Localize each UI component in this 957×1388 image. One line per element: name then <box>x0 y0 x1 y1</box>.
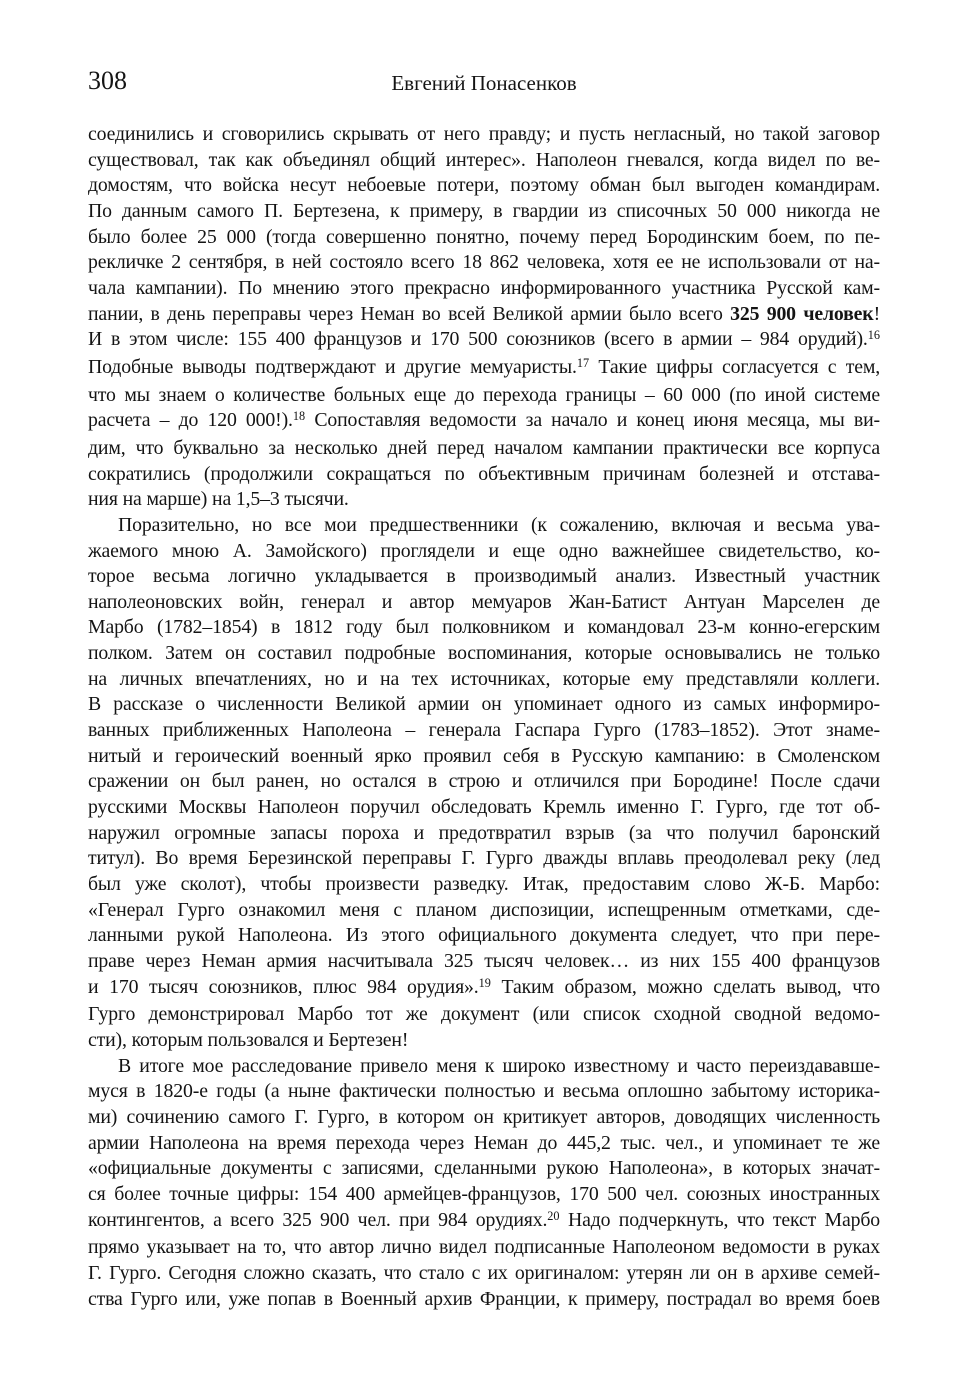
paragraph <box>88 122 880 513</box>
text-line: «Генерал Гурго ознакомил меня с планом диспозиции, испещренным отметками, сде- <box>88 898 880 921</box>
text-line: существовал, так как объединял общий интерес». Наполеон гневался, когда видел по ве- <box>88 148 880 171</box>
text-line: Подобные выводы подтверждают и другие мемуаристы.$^{17}$ Такие цифры согласуется с тем, <box>88 355 880 378</box>
text-line: сти), которым пользовался и Бертезен! <box>88 1028 409 1051</box>
text-line: наполеоновских войн, генерал и автор мемуаров Жан-Батист Антуан Марселен де <box>88 590 880 613</box>
page-number: 308 <box>88 66 127 95</box>
footnote-ref: 20 <box>547 1208 560 1223</box>
text-line: Г. Гурго. Сегодня сложно сказать, что стало с их оригиналом: утерян ли он в архиве семей- <box>88 1261 880 1284</box>
text-line: ся более точные цифры: 154 400 армейцев-французов, 170 500 чел. союзных иностранных <box>88 1182 880 1205</box>
paragraph <box>88 1054 880 1313</box>
footnote-ref: 18 <box>292 409 306 424</box>
text-line: Поразительно, но все мои предшественники (к сожалению, включая и весьма ува- <box>118 513 880 536</box>
emphasis-text: 325 900 человек <box>730 302 874 325</box>
text-line: контингентов, а всего 325 900 чел. при 984 орудиях.$^{20}$ Надо подчеркнуть, что текст Марбо <box>88 1208 881 1231</box>
text-line: расчета – до 120 000!).$^{18}$ Сопоставляя ведомости за начало и конец июня месяца, мы ви- <box>88 409 880 432</box>
text-line: ланными рукой Наполеона. Из этого официального документа следует, что при пере- <box>88 924 880 947</box>
footnote-ref: 19 <box>478 975 491 990</box>
footnote-ref: 17 <box>576 356 590 371</box>
text-line: прямо указывает на то, что автор лично видел подписанные Наполеоном ведомости в руках <box>88 1236 880 1259</box>
text-line: ния на марше) на 1,5–3 тысячи. <box>88 488 349 511</box>
text-line: титул). Во время Березинской переправы Г. Гурго дважды вплавь преодолевал реку (лед <box>88 847 880 870</box>
text-line: рекличке 2 сентября, в ней состояло всего 18 862 человека, хотя ее не использовали от на- <box>88 251 880 274</box>
text-line: муся в 1820-е годы (а ныне фактически полностью и весьма оплошно забытому историка- <box>88 1080 880 1103</box>
text-line: жаемого мною А. Замойского) проглядели и еще одно важнейшее свидетельство, ко- <box>88 539 880 562</box>
text-line: В рассказе о численности Великой армии он упоминает одного из самых информиро- <box>88 693 880 716</box>
text-line: на личных впечатлениях, но и на тех источниках, которые ему представляли коллеги. <box>88 667 880 690</box>
text-line: «официальные документы с записями, сделанными рукою Наполеона», в которых значат- <box>88 1157 880 1180</box>
text-line: был уже сколот), чтобы произвести разведку. Итак, предоставим слово Ж-Б. Марбо: <box>88 873 880 896</box>
paragraph <box>88 513 880 1054</box>
text-line: торое весьма логично укладывается в производимый анализ. Известный участник <box>88 565 880 588</box>
text-line: сократились (продолжили сокращаться по объективным причинам болезней и отстава- <box>88 462 880 485</box>
text-line: пании, в день переправы через Неман во всей Великой армии было всего 325 900 человек! <box>88 302 880 325</box>
text-line: И в этом числе: 155 400 французов и 170 500 союзников (всего в армии – 984 орудий).$^{16}$ <box>88 328 880 351</box>
text-line: армии Наполеона на время перехода через Неман до 445,2 тыс. чел., и упоминает те же <box>88 1131 880 1154</box>
body-text <box>88 122 880 1312</box>
footnote-ref: 16 <box>867 328 880 343</box>
text-line: ства Гурго или, уже попав в Военный архив Франции, к примеру, пострадал во время боев <box>88 1287 880 1310</box>
text-line: Гурго демонстрировал Марбо тот же документ (или список сходной сводной ведомо- <box>88 1003 880 1026</box>
text-line: полком. Затем он составил подробные воспоминания, которые основывались не только <box>88 642 880 665</box>
running-header <box>88 0 880 110</box>
text-line: что мы знаем о количестве больных еще до перехода границы – 60 000 (по иной системе <box>88 383 880 406</box>
text-line: чала кампании). По мнению этого прекрасно информированного участника Русской кам- <box>88 276 880 299</box>
text-line: было более 25 000 (тогда совершенно понятно, почему перед Бородинским боем, по пе- <box>88 225 880 248</box>
text-line: соединились и сговорились скрывать от него правду; и пусть негласный, но такой заговор <box>88 123 880 145</box>
text-line: и 170 тысяч союзников, плюс 984 орудия».$^{19}$ Таким образом, можно сделать вывод, что <box>88 975 880 998</box>
running-header-author: Евгений Понасенков <box>391 71 577 95</box>
text-line: Марбо (1782–1854) в 1812 году был полковником и командовал 23-м конно-егерским <box>88 616 880 639</box>
text-line: дим, что буквально за несколько дней перед началом кампании практически все корпуса <box>88 436 880 459</box>
text-line: наружил огромные запасы пороха и предотвратил взрыв (за что получил баронский <box>88 821 880 844</box>
text-line: ми) сочинению самого Г. Гурго, в котором он критикует авторов, доводящих численность <box>88 1105 880 1128</box>
text-line: По данным самого П. Бертезена, к примеру, в гвардии из списочных 50 000 никогда не <box>88 199 880 222</box>
text-line: ванных приближенных Наполеона – генерала Гаспара Гурго (1783–1852). Этот знаме- <box>88 719 880 742</box>
text-line: праве через Неман армия насчитывала 325 тысяч человек… из них 155 400 французов <box>88 950 880 972</box>
text-line: нитый и героический военный ярко проявил себя в Русскую кампанию: в Смоленском <box>88 744 880 767</box>
text-line: В итоге мое расследование привело меня к широко известному и часто переиздававше- <box>118 1054 880 1077</box>
text-line: русскими Москвы Наполеон поручил обследовать Кремль именно Г. Гурго, где тот об- <box>88 796 880 819</box>
text-line: домостям, что войска несут небоевые потери, поэтому обман был выгоден командирам. <box>88 174 880 197</box>
text-line: сражении он был ранен, но остался в строю и отличился при Бородине! После сдачи <box>88 770 880 793</box>
